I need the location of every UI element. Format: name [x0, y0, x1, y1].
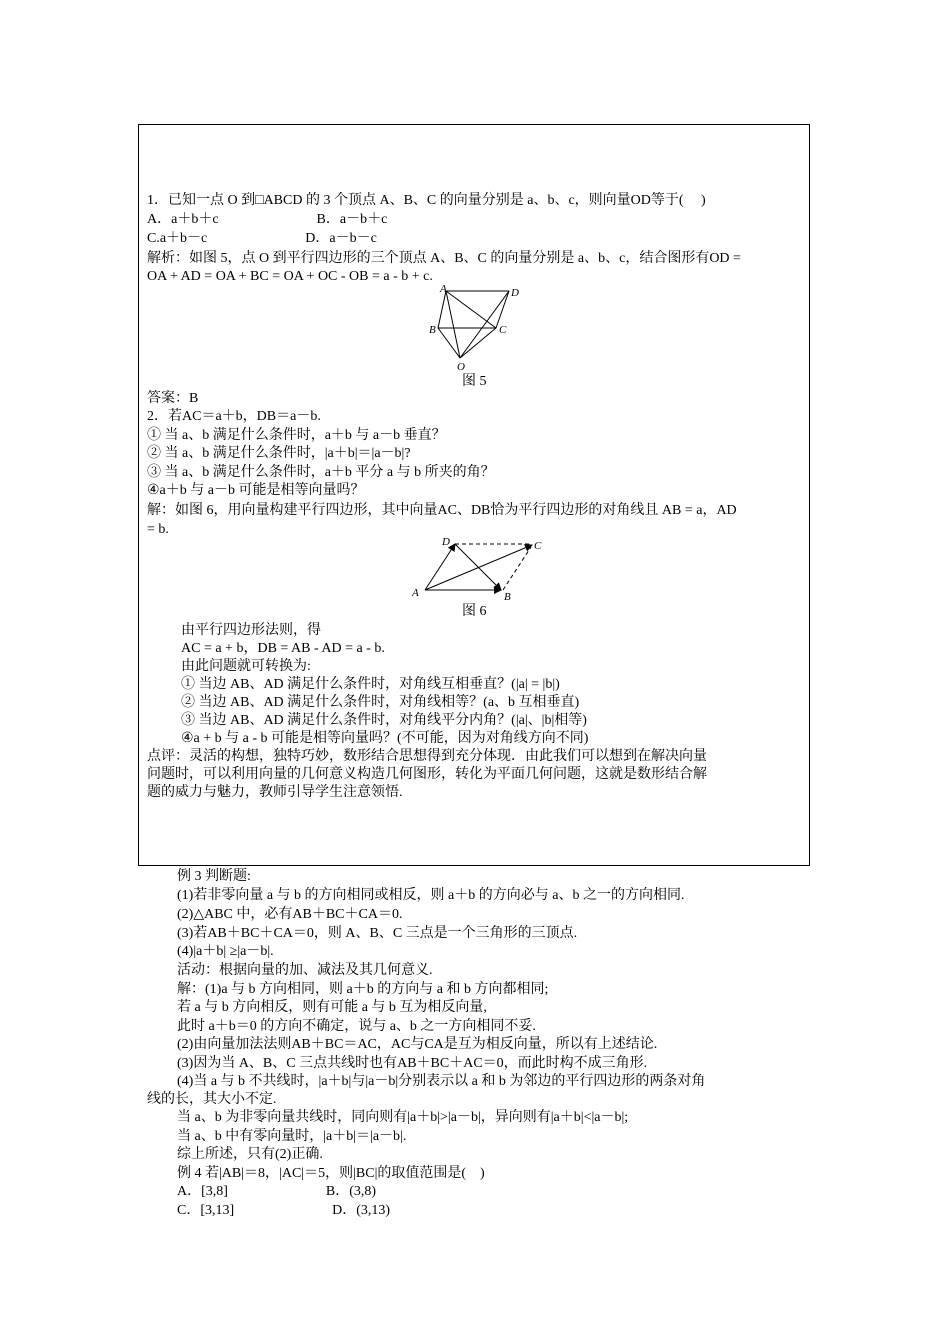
sub-question-1: ① 当 a、b 满足什么条件时，a＋b 与 a－b 垂直？	[147, 428, 446, 443]
vector-oc	[460, 328, 496, 358]
example-3-item-3: (3)若AB＋BC＋CA＝0，则 A、B、C 三点是一个三角形的三顶点.	[177, 926, 578, 941]
answer-4d: 当 a、b 中有零向量时，|a＋b|＝|a－b|.	[177, 1129, 407, 1144]
example-3-item-4: (4)|a＋b| ≥|a－b|.	[177, 944, 274, 959]
label-o: O	[457, 361, 465, 373]
edge-ab	[438, 291, 446, 328]
analysis-line-2: OA + AD = OA + BC = OA + OC - OB = a - b + c.	[147, 269, 433, 284]
label-a: A	[412, 587, 419, 599]
sub-question-3: ③ 当 a、b 满足什么条件时，a＋b 平分 a 与 b 所夹的角？	[147, 465, 495, 480]
option-cd: C.a＋b－c D．a－b－c	[147, 231, 377, 246]
answer-1a: 解：(1)a 与 b 方向相同，则 a＋b 的方向与 a 和 b 方向都相同;	[177, 982, 549, 997]
transform-intro: 由此问题就可转换为:	[181, 659, 311, 674]
example-3-item-2: (2)△ABC 中，必有AB＋BC＋CA＝0.	[177, 907, 403, 922]
comment-line-2: 问题时，可以利用向量的几何意义构造几何图形，转化为平面几何问题，这就是数形结合解	[147, 767, 707, 782]
analysis-line-1: 解析：如图 5，点 O 到平行四边形的三个顶点 A、B、C 的向量分别是 a、b、c，结合图形有OD =	[147, 251, 741, 266]
edge-dc	[496, 291, 509, 328]
transform-3: ③ 当边 AB、AD 满足什么条件时，对角线平分内角？(|a|、|b|相等)	[181, 713, 587, 728]
comment-line-1: 点评：灵活的构想，独特巧妙，数形结合思想得到充分体现．由此我们可以想到在解决向量	[147, 749, 707, 764]
transform-1: ① 当边 AB、AD 满足什么条件时，对角线互相垂直？(|a| = |b|)	[181, 677, 560, 692]
label-a: A	[440, 283, 447, 295]
answer-4a: (4)当 a 与 b 不共线时，|a＋b|与|a－b|分别表示以 a 和 b 为邻边的平行四边形的两条对角	[177, 1074, 706, 1089]
label-b: B	[429, 324, 436, 336]
figure-6-caption: 图 6	[462, 604, 487, 619]
example-3-item-1: (1)若非零向量 a 与 b 的方向相同或相反，则 a＋b 的方向必与 a、b 之一的方向相同.	[177, 888, 685, 903]
label-c: C	[534, 540, 542, 552]
answer-4c: 当 a、b 为非零向量共线时，同向则有|a＋b|>|a－b|，异向则有|a＋b|<|a－b|;	[177, 1110, 629, 1125]
question-2: 2．若AC＝a＋b，DB＝a－b.	[147, 409, 321, 424]
activity: 活动：根据向量的加、减法及其几何意义.	[177, 963, 433, 978]
figure-5-diagram	[420, 282, 520, 374]
answer-3: (3)因为当 A、B、C 三点共线时也有AB＋BC＋AC＝0，而此时构不成三角形.	[177, 1056, 648, 1071]
example-3-title: 例 3 判断题:	[177, 869, 251, 884]
example-4-options-ab: A．[3,8] B．(3,8)	[177, 1184, 377, 1199]
transform-2: ② 当边 AB、AD 满足什么条件时，对角线相等？(a、b 互相垂直)	[181, 695, 580, 710]
label-d: D	[511, 287, 519, 299]
sub-question-4: ④a＋b 与 a－b 可能是相等向量吗？	[147, 483, 365, 498]
answer-2: (2)由向量加法法则AB＋BC＝AC，AC与CA是互为相反向量，所以有上述结论.	[177, 1037, 658, 1052]
figure-6-diagram	[408, 534, 548, 602]
sub-question-2: ② 当 a、b 满足什么条件时，|a＋b|＝|a－b|?	[147, 446, 411, 461]
comment-line-3: 题的威力与魅力，教师引导学生注意领悟.	[147, 785, 403, 800]
answer-1b: 若 a 与 b 方向相反，则有可能 a 与 b 互为相反向量,	[177, 1000, 487, 1015]
transform-4: ④a + b 与 a - b 可能是相等向量吗？(不可能，因为对角线方向不同)	[181, 731, 589, 746]
dashed-bc	[503, 547, 531, 590]
label-b: B	[504, 591, 511, 602]
diagonal-ac	[446, 291, 496, 328]
example-4-options-cd: C．[3,13] D．(3,13)	[177, 1203, 391, 1218]
question-1: 1．已知一点 O 到□ABCD 的 3 个顶点 A、B、C 的向量分别是 a、b、c，则向量OD等于( )	[147, 193, 706, 208]
example-4-question: 例 4 若|AB|＝8，|AC|＝5，则|BC|的取值范围是( )	[177, 1166, 485, 1181]
summary: 综上所述，只有(2)正确.	[177, 1147, 323, 1162]
vector-result: AC = a + b，DB = AB - AD = a - b.	[181, 641, 385, 656]
answer: 答案：B	[147, 391, 199, 406]
answer-1c: 此时 a＋b＝0 的方向不确定，说与 a、b 之一方向相同不妥.	[177, 1019, 536, 1034]
label-c: C	[499, 324, 507, 336]
solution-line-1: 解：如图 6，用向量构建平行四边形，其中向量AC、DB恰为平行四边形的对角线且 AB = a，AD	[147, 503, 737, 518]
option-ab: A．a＋b＋c B．a－b＋c	[147, 212, 388, 227]
figure-5-caption: 图 5	[462, 374, 487, 389]
answer-4b: 线的长，其大小不定.	[147, 1092, 277, 1107]
parallelogram-rule: 由平行四边形法则，得	[181, 623, 321, 638]
vector-db	[455, 544, 501, 590]
vector-ad	[425, 544, 455, 590]
solution-line-2: = b.	[147, 522, 169, 537]
label-d: D	[442, 536, 450, 548]
